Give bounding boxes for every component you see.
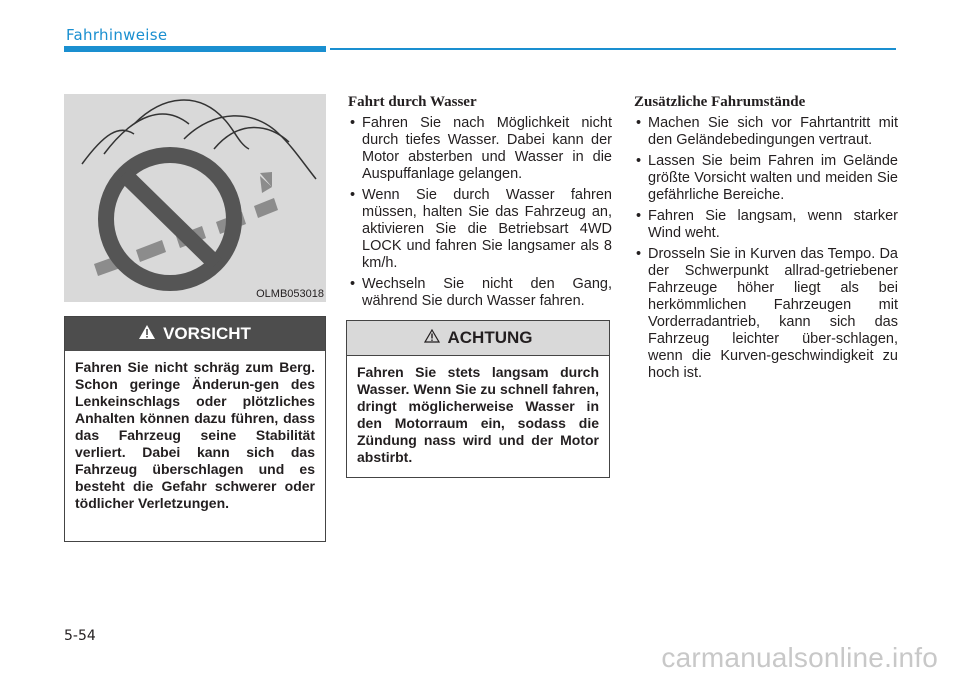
header-rule-thin [330, 48, 896, 50]
list-item: • Wechseln Sie nicht den Gang, während Sie durch Wasser fahren. [348, 276, 612, 310]
achtung-body: Fahren Sie stets langsam durch Wasser. Wenn Sie zu schnell fahren, dringt möglicherweise Wasser in den Motorraum ein, sodass die Zündung nass wird und der Motor abstirbt. [357, 364, 599, 465]
section-water [348, 92, 612, 314]
list-item: • Lassen Sie beim Fahren im Gelände größte Vorsicht walten und meiden Sie gefährliche Bereiche. [634, 153, 898, 204]
warning-triangle-icon [139, 324, 155, 344]
watermark: carmanualsonline.info [661, 642, 938, 673]
vorsicht-title: VORSICHT [163, 324, 251, 343]
vorsicht-header [65, 317, 325, 351]
caution-triangle-icon [424, 328, 440, 348]
header-title: Fahrhinweise [66, 26, 168, 44]
figure-label: OLMB053018 [256, 288, 324, 300]
vorsicht-warning-box [64, 316, 326, 542]
list-item: • Drosseln Sie in Kurven das Tempo. Da der Schwerpunkt allrad-getriebener Fahrzeuge höher liegt als bei herkömmlichen Fahrzeugen mit Vorderradantrieb, kann sich das Fahrzeug leichter über-schlagen, wenn die Kurven-geschwindigkeit zu hoch ist. [634, 246, 898, 382]
section-additional [634, 92, 898, 386]
vorsicht-body: Fahren Sie nicht schräg zum Berg. Schon geringe Änderun-gen des Lenkeinschlags oder plötzliches Anhalten können dazu führen, dass das Fahrzeug seine Stabilität verliert. Dabei kann sich das Fahrzeug überschlagen und es besteht die Gefahr schwerer oder tödlicher Verletzungen. [75, 359, 315, 511]
hill-slope-figure [64, 94, 326, 302]
section-water-title: Fahrt durch Wasser [348, 94, 477, 110]
section-additional-title: Zusätzliche Fahrumstände [634, 94, 806, 110]
list-item: • Machen Sie sich vor Fahrtantritt mit den Geländebedingungen vertraut. [634, 115, 898, 149]
list-item: • Wenn Sie durch Wasser fahren müssen, halten Sie das Fahrzeug an, aktivieren Sie die Betriebsart 4WD LOCK und fahren Sie langsamer als 8 km/h. [348, 187, 612, 272]
page-number: 5-54 [64, 628, 96, 644]
list-item: • Fahren Sie langsam, wenn starker Wind weht. [634, 208, 898, 242]
header-rule-thick [64, 46, 326, 52]
prohibited-sign-icon [106, 155, 234, 283]
achtung-title: ACHTUNG [447, 328, 533, 347]
list-item: • Fahren Sie nach Möglichkeit nicht durch tiefes Wasser. Dabei kann der Motor absterben und Wasser in die Auspuffanlage gelangen. [348, 115, 612, 183]
achtung-header [347, 321, 609, 356]
achtung-notice-box [346, 320, 610, 478]
